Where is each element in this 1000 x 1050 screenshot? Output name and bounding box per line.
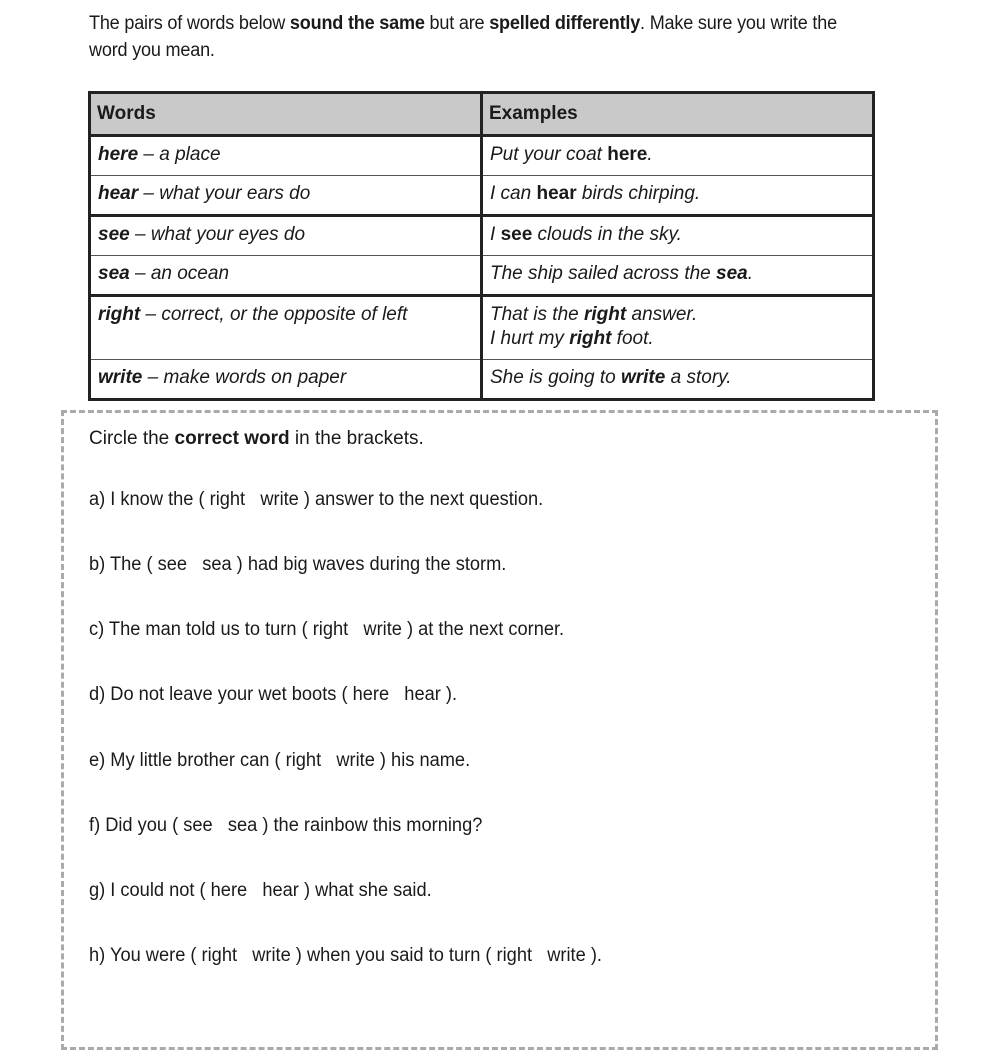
question-d: d) Do not leave your wet boots ( here hear ). — [89, 684, 458, 705]
table-row — [90, 296, 874, 360]
question-g: g) I could not ( here hear ) what she said. — [89, 880, 432, 901]
example-text: I hurt my — [490, 328, 570, 349]
example-bold-word: right — [584, 304, 627, 325]
question-e: e) My little brother can ( right write ) his name. — [89, 750, 471, 771]
instruction-text: Circle the — [89, 428, 175, 449]
word-meaning: – an ocean — [129, 263, 230, 284]
example-text: a story. — [665, 367, 732, 388]
word-meaning: – what your ears do — [138, 183, 311, 204]
word: write — [98, 367, 143, 388]
table-row — [90, 360, 874, 400]
example-text: I can — [490, 183, 537, 204]
word-meaning: – make words on paper — [142, 367, 347, 388]
example-bold-word: see — [500, 224, 533, 245]
example-cell — [482, 296, 874, 360]
table-row — [90, 256, 874, 296]
example-bold-word: here — [607, 144, 648, 165]
worksheet-instruction — [89, 428, 424, 450]
example-text: clouds in the sky. — [532, 224, 682, 245]
word-cell — [90, 136, 482, 176]
intro-text: . Make sure you write the word you mean. — [89, 13, 837, 61]
header-words: Words — [90, 93, 482, 136]
word-cell — [90, 216, 482, 256]
example-cell — [482, 256, 874, 296]
word-cell — [90, 256, 482, 296]
header-examples: Examples — [482, 93, 874, 136]
table-row — [90, 176, 874, 216]
example-bold-word: sea — [716, 263, 748, 284]
question-c: c) The man told us to turn ( right write ) at the next corner. — [89, 619, 565, 640]
example-text: . — [747, 263, 753, 284]
question-a: a) I know the ( right write ) answer to the next question. — [89, 489, 544, 510]
question-h: h) You were ( right write ) when you said to turn ( right write ). — [89, 945, 602, 966]
word-meaning: – a place — [138, 144, 221, 165]
table-row — [90, 216, 874, 256]
example-line — [490, 327, 865, 351]
example-text: answer. — [626, 304, 698, 325]
question-f: f) Did you ( see sea ) the rainbow this morning? — [89, 815, 483, 836]
table-header-row — [90, 93, 874, 136]
word: hear — [98, 183, 139, 204]
question-b: b) The ( see sea ) had big waves during the storm. — [89, 554, 507, 575]
word-cell — [90, 176, 482, 216]
table-row — [90, 136, 874, 176]
example-text: The ship sailed across the — [490, 263, 717, 284]
example-cell — [482, 136, 874, 176]
instruction-text: in the brackets. — [289, 428, 424, 449]
example-bold-word: write — [620, 367, 666, 388]
word: see — [98, 224, 130, 245]
word-cell — [90, 296, 482, 360]
word: here — [98, 144, 139, 165]
example-text: Put your coat — [490, 144, 608, 165]
example-text: . — [647, 144, 653, 165]
intro-text: but are — [424, 13, 490, 34]
example-bold-word: right — [569, 328, 612, 349]
word: sea — [98, 263, 130, 284]
word: right — [98, 304, 141, 325]
example-cell — [482, 176, 874, 216]
instruction-bold: correct word — [174, 428, 290, 449]
example-line — [490, 303, 865, 327]
example-text: I — [490, 224, 501, 245]
intro-bold-sound-the-same: sound the same — [289, 13, 425, 34]
word-cell — [90, 360, 482, 400]
example-bold-word: hear — [536, 183, 577, 204]
word-meaning: – what your eyes do — [129, 224, 306, 245]
word-meaning: – correct, or the opposite of left — [140, 304, 408, 325]
example-cell — [482, 360, 874, 400]
example-text: birds chirping. — [576, 183, 701, 204]
intro-bold-spelled-differently: spelled differently — [489, 13, 641, 34]
example-text: She is going to — [490, 367, 621, 388]
intro-paragraph — [89, 10, 878, 64]
example-text: foot. — [611, 328, 654, 349]
example-text: That is the — [490, 304, 584, 325]
example-cell — [482, 216, 874, 256]
intro-text: The pairs of words below — [89, 13, 290, 34]
homophones-table — [88, 91, 875, 401]
